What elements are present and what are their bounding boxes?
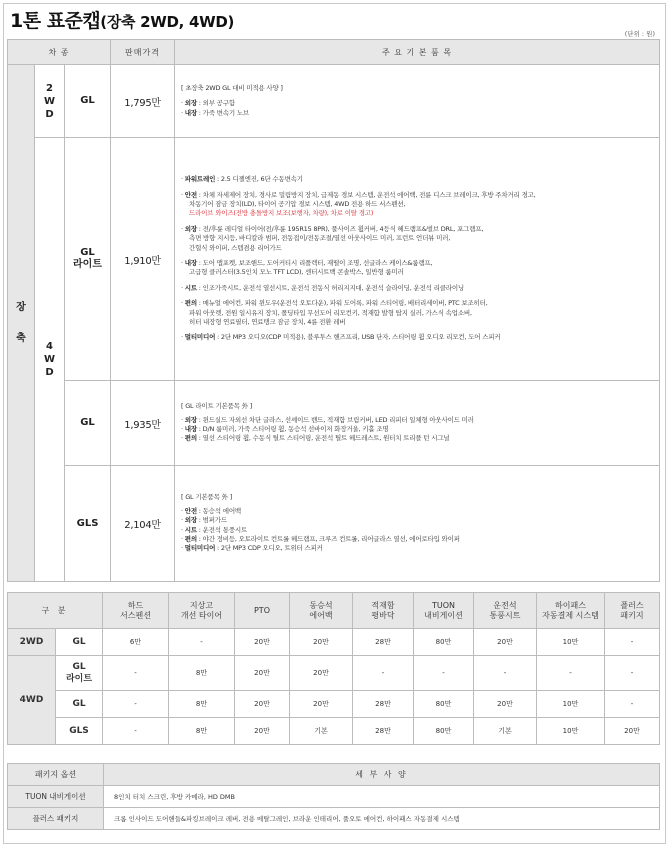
option-price: - xyxy=(537,656,605,691)
feature-item: · 편의 : 열선 스티어링 휠, 수동식 틸트 스티어링, 운전석 틸트 헤드레스트, 원터치 트리플 턴 시그널 xyxy=(181,434,450,443)
feature-item: · 안전 : 차체 자세제어 장치, 경사로 밀림방지 장치, 급제동 경보 시스템, 운전석 에어백, 전륜 디스크 브레이크, 후방 주차거리 경고, 차동기어 잠금 장치(LD), 타이어 공기압 경보 시스템, 4WD 전용 하드 서스펜션, 드라이브 와이즈(전방 충돌방지 보조(보행자, 차량), 차로 이탈 경고) xyxy=(181,191,653,219)
trim-price: 2,104만 xyxy=(111,466,175,582)
trim-price: 1,935만 xyxy=(111,381,175,466)
trim-name: GL xyxy=(65,65,111,138)
unit-note: (단위 : 원) xyxy=(624,30,655,38)
header-type: 차 종 xyxy=(8,40,111,65)
feature-item: · 내장 : D/N 룸미러, 가죽 스티어링 휠, 동승석 선바이저 화장거울, 키홀 조명 xyxy=(181,425,389,433)
option-price: 80만 xyxy=(414,718,474,745)
option-price: - xyxy=(605,691,660,718)
option-price: 20만 xyxy=(605,718,660,745)
option-drive-4wd: 4WD xyxy=(8,656,56,745)
option-price: 20만 xyxy=(235,656,290,691)
option-price: 20만 xyxy=(474,691,537,718)
option-column-header: 플러스 패키지 xyxy=(605,593,660,629)
option-price: 20만 xyxy=(474,629,537,656)
option-price: 10만 xyxy=(537,629,605,656)
package-detail: 크롬 인사이드 도어핸들&파킹브레이크 레버, 전용 메탈그레인, 브라운 인테리어, 풀오토 에어컨, 하이패스 자동결제 시스템 xyxy=(104,808,660,830)
option-price: - xyxy=(103,656,169,691)
package-table xyxy=(7,763,660,830)
package-header-detail: 세 부 사 양 xyxy=(104,764,660,786)
option-price: 20만 xyxy=(290,656,353,691)
option-price: 20만 xyxy=(235,718,290,745)
trim-price: 1,795만 xyxy=(111,65,175,138)
option-price: 8만 xyxy=(169,691,235,718)
option-price: 기본 xyxy=(290,718,353,745)
option-column-header: 동승석 에어백 xyxy=(290,593,353,629)
feature-item: · 시트 : 인조가죽시트, 운전석 열선시트, 운전석 전동식 허리지지대, 운전석 슬라이딩, 운전석 리클라이닝 xyxy=(181,283,464,292)
option-price: - xyxy=(103,718,169,745)
feature-item: · 편의 : 야간 정비등, 오토라이트 컨트롤 헤드램프, 크루즈 컨트롤, 리어글라스 열선, 에어로타입 와이퍼 xyxy=(181,534,460,543)
option-trim: GL xyxy=(56,691,103,718)
option-column-header: PTO xyxy=(235,593,290,629)
option-price: 6만 xyxy=(103,629,169,656)
package-name: 플러스 패키지 xyxy=(8,808,104,830)
option-price: 28만 xyxy=(353,691,414,718)
option-price: 20만 xyxy=(235,629,290,656)
option-column-header: 적재함 평바닥 xyxy=(353,593,414,629)
option-price: - xyxy=(605,656,660,691)
feature-item: · 내장 : 도어 맵포켓, 보조핸드, 도어커티시 리플렉터, 재떨이 조명, 선글라스 케이스&룸램프, 고급형 클러스터(3.5인치 모노 TFT LCD), 센터시트백 콘솔박스, 일반형 룸미러 xyxy=(181,259,433,277)
option-drive-2wd: 2WD xyxy=(8,629,56,656)
option-trim: GLS xyxy=(56,718,103,745)
option-price: 10만 xyxy=(537,718,605,745)
option-price: 8만 xyxy=(169,718,235,745)
header-price: 판매가격 xyxy=(111,40,175,65)
features-bracket: [ 초장축 2WD GL 대비 미적용 사양 ] xyxy=(181,83,283,92)
features-bracket: [ GL 라이트 기본품목 外 ] xyxy=(181,402,253,411)
option-price: - xyxy=(169,629,235,656)
option-price: 80만 xyxy=(414,629,474,656)
option-price: 8만 xyxy=(169,656,235,691)
spec-table xyxy=(7,39,660,582)
feature-item: · 외장 : 전/후륜 레디얼 타이어(전/후륜 195R15 8PR), 풀사이즈 휠커버, 4등식 헤드램프&벌브 DRL, 포그램프, 측면 방향 지시등, 바디칼라 범퍼, 전동접이/전동조절/열선 아웃사이드 미러, 프런트 언더뷰 미러, 간헐식 와이퍼, 스텝겸용 리어가드 xyxy=(181,224,484,252)
option-price: - xyxy=(605,629,660,656)
option-price: 28만 xyxy=(353,718,414,745)
body-type-cell xyxy=(8,65,35,582)
feature-item: · 내장 : 가죽 변속기 노브 xyxy=(181,108,249,117)
option-price: 20만 xyxy=(235,691,290,718)
option-price: 28만 xyxy=(353,629,414,656)
trim-name: GL 라이트 xyxy=(65,138,111,381)
option-price: - xyxy=(353,656,414,691)
option-price: 10만 xyxy=(537,691,605,718)
option-column-header: 하드 서스펜션 xyxy=(103,593,169,629)
trim-features xyxy=(175,65,660,138)
trim-name: GLS xyxy=(65,466,111,582)
trim-features xyxy=(175,138,660,381)
feature-item: · 외장 : 범퍼가드 xyxy=(181,516,227,525)
trim-name: GL xyxy=(65,381,111,466)
option-price: 80만 xyxy=(414,691,474,718)
drive-4wd-label: 4 W D xyxy=(43,341,56,378)
option-trim: GL xyxy=(56,629,103,656)
feature-item: · 시트 : 운전석 통풍시트 xyxy=(181,525,248,534)
feature-item: · 외장 : 외부 공구함 xyxy=(181,99,235,108)
drive-4wd-cell xyxy=(35,138,65,582)
feature-item: · 편의 : 매뉴얼 에어컨, 파워 윈도우(운전석 오토다운), 파워 도어록, 파워 스티어링, 배터리세이버, PTC 보조히터, 파워 아웃렛, 전원 일시유지 장치, 폴딩타입 무선도어 리모컨키, 적재함 발형 탑지 실러, 가스식 속업소버, 히터 내장형 연료필터, 연료탱크 잠금 장치, 4륜 전환 레버 xyxy=(181,299,488,327)
option-column-header: 하이패스 자동결제 시스템 xyxy=(537,593,605,629)
option-price: 20만 xyxy=(290,691,353,718)
feature-item: · 외장 : 윈드실드 자외선 차단 글라스, 선셰이드 밴드, 적재함 브림커버, LED 리피터 일체형 아웃사이드 미러 xyxy=(181,415,474,424)
header-features: 주 요 기 본 품 목 xyxy=(175,40,660,65)
option-price: 20만 xyxy=(290,629,353,656)
option-column-header: TUON 내비게이션 xyxy=(414,593,474,629)
feature-item: · 파워트레인 : 2.5 디젤엔진, 6단 수동변속기 xyxy=(181,175,303,184)
option-column-header: 운전석 통풍시트 xyxy=(474,593,537,629)
feature-item: · 멀티미디어 : 2단 MP3 오디오(CDP 미적용), 블루투스 핸즈프리, USB 단자, 스티어링 휠 오디오 리모컨, 도어 스피커 xyxy=(181,333,501,342)
option-price: 기본 xyxy=(474,718,537,745)
trim-price: 1,910만 xyxy=(111,138,175,381)
feature-item: · 안전 : 동승석 에어백 xyxy=(181,506,241,515)
option-price: - xyxy=(103,691,169,718)
trim-features xyxy=(175,466,660,582)
package-detail: 8인치 터치 스크린, 후방 카메라, HD DMB xyxy=(104,786,660,808)
option-header-gubun: 구 분 xyxy=(8,593,103,629)
option-trim: GL 라이트 xyxy=(56,656,103,691)
features-bracket: [ GL 기본품목 外 ] xyxy=(181,493,233,502)
feature-item: · 멀티미디어 : 2단 MP3 CDP 오디오, 트위터 스피커 xyxy=(181,544,323,553)
option-price: - xyxy=(474,656,537,691)
trim-features xyxy=(175,381,660,466)
body-type-label: 장 축 xyxy=(16,302,26,344)
option-table xyxy=(7,592,660,745)
highlight-text: 드라이브 와이즈(전방 충돌방지 보조(보행자, 차량), 차로 이탈 경고) xyxy=(189,209,374,218)
page-title: 1톤 표준캡(장축 2WD, 4WD) xyxy=(10,10,235,32)
option-price: - xyxy=(414,656,474,691)
package-header-option: 패키지 옵션 xyxy=(8,764,104,786)
option-column-header: 지상고 개선 타이어 xyxy=(169,593,235,629)
package-name: TUON 내비게이션 xyxy=(8,786,104,808)
drive-2wd-cell xyxy=(35,65,65,138)
drive-2wd-label: 2 W D xyxy=(43,82,56,120)
